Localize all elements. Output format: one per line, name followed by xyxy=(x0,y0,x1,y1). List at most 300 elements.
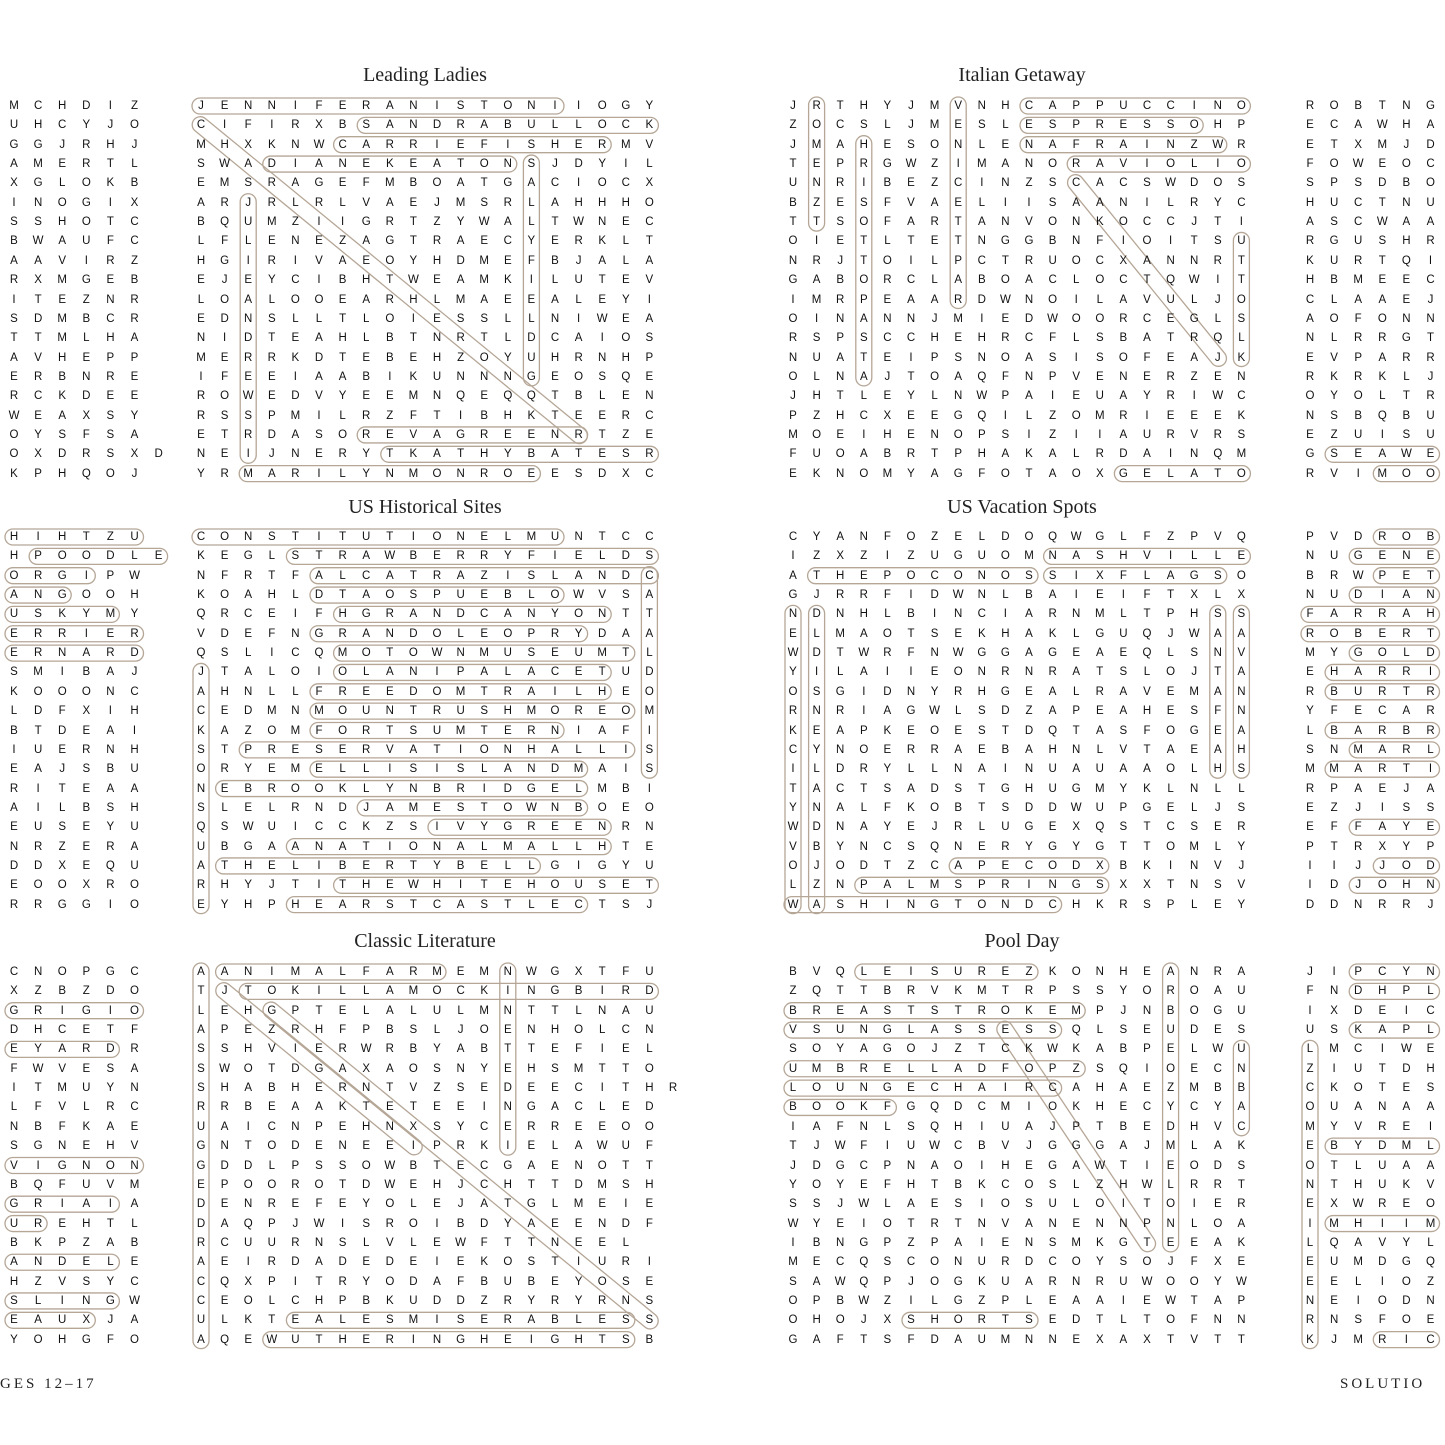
grid-letter: E xyxy=(220,1294,229,1307)
grid-letter: N xyxy=(977,235,986,248)
grid-letter: F xyxy=(244,119,252,132)
grid-letter: Q xyxy=(81,467,91,480)
grid-letter: O xyxy=(906,531,916,543)
grid-letter: N xyxy=(432,1333,442,1346)
grid-letter: E xyxy=(503,428,512,441)
grid-letter: R xyxy=(267,782,276,795)
grid-letter: E xyxy=(859,569,868,582)
grid-letter: U xyxy=(1166,1024,1175,1037)
grid-letter: P xyxy=(1143,1217,1151,1230)
grid-letter: C xyxy=(550,666,560,679)
grid-letter: M xyxy=(1000,1333,1011,1346)
grid-letter: S xyxy=(1213,235,1222,248)
grid-letter: R xyxy=(1378,1333,1387,1346)
grid-letter: C xyxy=(1142,312,1152,325)
grid-letter: N xyxy=(503,370,512,383)
grid-letter: B xyxy=(1330,1140,1338,1153)
grid-letter: I xyxy=(980,177,984,190)
grid-letter: B xyxy=(480,1275,489,1288)
grid-letter: A xyxy=(385,100,394,112)
grid-letter: P xyxy=(883,1159,892,1172)
grid-letter: T xyxy=(931,1178,939,1191)
grid-letter: U xyxy=(33,821,43,834)
grid-letter: I xyxy=(84,627,88,640)
grid-letter: B xyxy=(1025,589,1033,602)
grid-letter: K xyxy=(197,589,205,602)
grid-letter: I xyxy=(317,467,321,480)
grid-letter: R xyxy=(574,705,583,718)
grid-letter: O xyxy=(1401,158,1411,171)
grid-letter: B xyxy=(645,1333,654,1346)
grid-letter: P xyxy=(1330,782,1338,795)
grid-letter: A xyxy=(34,1314,42,1327)
grid-letter: I xyxy=(576,312,581,325)
grid-letter: U xyxy=(1354,1062,1363,1075)
grid-letter: R xyxy=(338,1082,347,1095)
grid-letter: D xyxy=(456,608,465,621)
grid-letter: L xyxy=(504,666,511,679)
grid-letter: O xyxy=(503,467,513,480)
grid-letter: A xyxy=(130,1062,139,1075)
grid-letter: O xyxy=(1000,467,1010,480)
grid-letter: L xyxy=(836,666,844,679)
grid-letter: C xyxy=(196,531,206,543)
grid-letter: S xyxy=(1306,743,1314,756)
grid-letter: E xyxy=(1354,705,1363,718)
grid-letter: O xyxy=(1401,531,1411,543)
grid-letter: E xyxy=(1306,1256,1314,1269)
grid-letter: I xyxy=(1428,666,1433,679)
grid-letter: T xyxy=(1167,589,1175,602)
grid-letter: H xyxy=(220,879,229,892)
grid-letter: O xyxy=(432,467,442,480)
grid-letter: A xyxy=(1378,448,1387,461)
grid-letter: E xyxy=(338,293,347,306)
grid-letter: M xyxy=(503,840,513,853)
grid-letter: T xyxy=(291,879,299,892)
grid-letter: E xyxy=(1166,351,1175,364)
grid-letter: L xyxy=(1427,1140,1434,1153)
grid-letter: M xyxy=(129,1178,140,1191)
grid-letter: O xyxy=(267,724,277,737)
grid-letter: I xyxy=(576,100,581,112)
grid-letter: B xyxy=(338,274,347,287)
grid-letter: E xyxy=(362,158,371,171)
grid-letter: V xyxy=(1143,685,1151,698)
grid-letter: E xyxy=(456,1159,465,1172)
grid-letter: R xyxy=(267,1198,276,1211)
grid-letter: R xyxy=(314,196,324,209)
grid-letter: E xyxy=(220,705,229,718)
grid-letter: T xyxy=(598,274,606,287)
grid-letter: L xyxy=(1096,1024,1103,1037)
grid-letter: A xyxy=(315,332,323,345)
grid-letter: S xyxy=(1330,448,1338,461)
grid-letter: A xyxy=(106,782,115,795)
grid-letter: U xyxy=(1237,1043,1246,1056)
grid-letter: Y xyxy=(930,685,939,698)
grid-letter: S xyxy=(1119,1024,1128,1037)
grid-letter: T xyxy=(598,1062,606,1075)
grid-letter: A xyxy=(836,801,845,814)
grid-letter: H xyxy=(1402,235,1411,248)
grid-letter: G xyxy=(835,685,845,698)
grid-letter: L xyxy=(480,840,488,853)
grid-letter: Z xyxy=(480,1294,488,1307)
grid-letter: I xyxy=(270,119,274,132)
grid-letter: I xyxy=(1380,589,1384,602)
grid-letter: Z xyxy=(34,1275,42,1288)
grid-letter: X xyxy=(1143,879,1151,892)
grid-letter: K xyxy=(977,627,986,640)
grid-letter: H xyxy=(58,100,67,112)
grid-letter: G xyxy=(1000,782,1010,795)
grid-letter: T xyxy=(409,569,417,582)
grid-letter: I xyxy=(980,1120,984,1133)
grid-letter: N xyxy=(1354,898,1363,911)
grid-letter: D xyxy=(621,569,630,582)
grid-letter: W xyxy=(787,821,799,834)
grid-letter: B xyxy=(1119,1043,1128,1056)
grid-letter: R xyxy=(33,1004,43,1017)
grid-letter: E xyxy=(551,370,559,383)
grid-letter: T xyxy=(622,1082,630,1095)
grid-letter: R xyxy=(1024,254,1034,267)
grid-letter: E xyxy=(1378,158,1387,171)
grid-letter: O xyxy=(788,312,798,325)
grid-letter: U xyxy=(1329,254,1339,267)
grid-letter: A xyxy=(812,898,821,911)
grid-letter: T xyxy=(645,235,653,248)
grid-letter: K xyxy=(385,1294,394,1307)
grid-letter: Y xyxy=(106,1275,115,1288)
grid-letter: L xyxy=(504,312,511,325)
grid-letter: W xyxy=(219,158,231,171)
grid-letter: S xyxy=(1119,1256,1128,1269)
grid-letter: N xyxy=(977,100,986,112)
grid-letter: Z xyxy=(622,428,630,441)
grid-letter: O xyxy=(408,1062,418,1075)
grid-letter: L xyxy=(551,274,559,287)
grid-letter: X xyxy=(82,705,91,718)
grid-letter: C xyxy=(432,898,442,911)
grid-letter: N xyxy=(291,1120,300,1133)
grid-letter: A xyxy=(1025,743,1033,756)
grid-letter: N xyxy=(1024,1236,1034,1249)
grid-letter: R xyxy=(1378,1120,1387,1133)
grid-letter: O xyxy=(9,428,19,441)
grid-letter: R xyxy=(1402,351,1411,364)
grid-letter: I xyxy=(108,705,112,718)
grid-letter: R xyxy=(1190,1178,1199,1191)
grid-letter: N xyxy=(385,467,394,480)
grid-letter: Y xyxy=(789,1178,797,1191)
grid-letter: H xyxy=(9,1275,19,1288)
grid-letter: R xyxy=(859,158,868,171)
grid-letter: C xyxy=(130,1275,139,1288)
grid-letter: R xyxy=(954,685,963,698)
grid-letter: E xyxy=(883,966,892,978)
grid-letter: V xyxy=(1190,428,1199,441)
grid-letter: N xyxy=(859,1120,868,1133)
grid-letter: D xyxy=(1329,898,1339,911)
grid-letter: R xyxy=(1305,100,1315,112)
grid-letter: W xyxy=(1188,627,1200,640)
grid-letter: W xyxy=(431,647,443,660)
grid-letter: G xyxy=(597,859,607,872)
grid-letter: A xyxy=(10,158,18,171)
puzzle-title-us-historical-sites: US Historical Sites xyxy=(348,496,502,518)
grid-letter: N xyxy=(503,743,512,756)
grid-letter: N xyxy=(33,966,43,978)
grid-letter: U xyxy=(1237,1004,1246,1017)
grid-letter: G xyxy=(1213,1004,1223,1017)
grid-letter: M xyxy=(1305,1120,1315,1133)
grid-letter: E xyxy=(574,666,583,679)
grid-letter: G xyxy=(361,608,371,621)
grid-letter: L xyxy=(884,235,891,248)
grid-letter: D xyxy=(1213,1159,1222,1172)
grid-letter: G xyxy=(1071,879,1081,892)
grid-letter: R xyxy=(550,1120,560,1133)
grid-letter: X xyxy=(130,448,139,461)
grid-letter: E xyxy=(1001,1236,1010,1249)
grid-letter: J xyxy=(292,1217,299,1230)
grid-letter: H xyxy=(977,332,986,345)
grid-letter: H xyxy=(130,705,139,718)
grid-letter: O xyxy=(57,550,67,563)
grid-letter: E xyxy=(1119,119,1128,132)
grid-letter: O xyxy=(574,608,584,621)
grid-letter: A xyxy=(598,254,607,267)
grid-letter: C xyxy=(859,1159,868,1172)
grid-letter: E xyxy=(244,627,253,640)
grid-letter: U xyxy=(1001,1275,1010,1288)
grid-letter: I xyxy=(108,196,112,209)
grid-letter: C xyxy=(480,1120,489,1133)
grid-letter: U xyxy=(1354,685,1363,698)
grid-letter: I xyxy=(36,801,40,814)
grid-letter: A xyxy=(433,1275,441,1288)
grid-letter: I xyxy=(435,763,439,776)
grid-letter: E xyxy=(409,351,418,364)
grid-letter: M xyxy=(1071,1236,1081,1249)
grid-letter: O xyxy=(503,627,513,640)
grid-letter: K xyxy=(1402,1178,1411,1191)
grid-letter: G xyxy=(57,898,67,911)
grid-letter: E xyxy=(859,1178,868,1191)
grid-letter: D xyxy=(456,254,465,267)
grid-letter: I xyxy=(12,1082,16,1095)
grid-letter: O xyxy=(1353,390,1363,403)
grid-letter: P xyxy=(291,1159,300,1172)
grid-letter: A xyxy=(1072,1159,1081,1172)
grid-letter: M xyxy=(33,666,43,679)
grid-letter: T xyxy=(409,705,417,718)
grid-letter: D xyxy=(1024,898,1034,911)
grid-letter: U xyxy=(196,1314,206,1327)
grid-letter: I xyxy=(791,1120,795,1133)
grid-letter: O xyxy=(1142,1256,1152,1269)
grid-letter: O xyxy=(361,1159,371,1172)
grid-letter: A xyxy=(1378,743,1387,756)
grid-letter: D xyxy=(432,1294,442,1307)
grid-letter: E xyxy=(1306,428,1314,441)
grid-letter: O xyxy=(1377,647,1387,660)
grid-letter: E xyxy=(154,550,163,563)
grid-letter: I xyxy=(435,821,439,834)
grid-letter: O xyxy=(977,898,987,911)
grid-letter: P xyxy=(1237,119,1246,132)
grid-letter: W xyxy=(1352,158,1364,171)
grid-letter: C xyxy=(130,685,139,698)
grid-letter: E xyxy=(82,1062,91,1075)
grid-letter: S xyxy=(10,666,18,679)
grid-letter: B xyxy=(1354,100,1363,112)
grid-letter: S xyxy=(409,589,418,602)
grid-letter: A xyxy=(338,254,347,267)
grid-letter: O xyxy=(835,859,845,872)
grid-letter: S xyxy=(645,743,654,756)
grid-letter: I xyxy=(108,1198,112,1211)
grid-letter: F xyxy=(362,966,370,978)
grid-letter: L xyxy=(244,235,252,248)
grid-letter: C xyxy=(503,235,512,248)
grid-letter: O xyxy=(1048,158,1058,171)
grid-letter: S xyxy=(1095,351,1104,364)
grid-letter: R xyxy=(385,216,394,229)
grid-letter: N xyxy=(1048,550,1057,563)
grid-letter: C xyxy=(1142,216,1152,229)
grid-letter: E xyxy=(1001,138,1010,151)
grid-letter: I xyxy=(435,1256,439,1269)
grid-letter: A xyxy=(106,666,115,679)
grid-letter: L xyxy=(1002,589,1009,602)
grid-letter: L xyxy=(598,1024,606,1037)
grid-letter: N xyxy=(314,1236,324,1249)
grid-letter: T xyxy=(1096,1120,1104,1133)
grid-letter: U xyxy=(58,1314,67,1327)
grid-letter: H xyxy=(1354,1217,1363,1230)
grid-letter: G xyxy=(953,1294,963,1307)
grid-letter: L xyxy=(1214,782,1221,795)
grid-letter: A xyxy=(1166,569,1175,582)
grid-letter: E xyxy=(385,1140,394,1153)
grid-letter: J xyxy=(790,1159,796,1172)
grid-letter: R xyxy=(1378,666,1387,679)
grid-letter: A xyxy=(503,608,512,621)
grid-letter: K xyxy=(1048,627,1057,640)
grid-letter: E xyxy=(267,370,276,383)
grid-letter: C xyxy=(883,332,892,345)
grid-letter: E xyxy=(645,1198,654,1211)
grid-letter: A xyxy=(1025,351,1033,364)
grid-letter: N xyxy=(788,351,798,364)
grid-letter: C xyxy=(33,390,43,403)
grid-letter: L xyxy=(551,119,559,132)
grid-letter: W xyxy=(384,550,396,563)
grid-letter: R xyxy=(480,467,489,480)
grid-letter: U xyxy=(267,1236,276,1249)
grid-letter: R xyxy=(362,743,371,756)
grid-letter: J xyxy=(860,1314,867,1327)
grid-letter: A xyxy=(836,531,845,543)
grid-letter: E xyxy=(267,859,276,872)
grid-letter: O xyxy=(1166,724,1176,737)
grid-letter: C xyxy=(621,119,630,132)
grid-letter: I xyxy=(1145,196,1149,209)
grid-letter: S xyxy=(1213,879,1222,892)
grid-letter: Z xyxy=(386,821,394,834)
grid-letter: A xyxy=(859,370,868,383)
grid-letter: G xyxy=(9,1004,19,1017)
grid-letter: N xyxy=(244,685,253,698)
grid-letter: B xyxy=(338,859,347,872)
grid-letter: B xyxy=(1119,1120,1128,1133)
grid-letter: L xyxy=(978,196,985,209)
grid-letter: K xyxy=(954,985,963,998)
grid-letter: O xyxy=(1142,985,1152,998)
grid-letter: D xyxy=(1001,531,1010,543)
grid-letter: G xyxy=(456,1333,466,1346)
grid-letter: O xyxy=(1000,1198,1010,1211)
grid-letter: F xyxy=(82,428,90,441)
grid-letter: B xyxy=(1306,569,1314,582)
grid-letter: D xyxy=(291,1256,300,1269)
grid-letter: Y xyxy=(456,216,465,229)
grid-letter: O xyxy=(859,467,869,480)
grid-letter: M xyxy=(479,1004,489,1017)
grid-letter: S xyxy=(1048,569,1057,582)
grid-letter: A xyxy=(291,1101,300,1114)
grid-letter: R xyxy=(362,409,371,422)
grid-letter: L xyxy=(1427,985,1434,998)
grid-letter: U xyxy=(1237,235,1246,248)
grid-letter: G xyxy=(882,1082,892,1095)
grid-letter: I xyxy=(1428,254,1433,267)
grid-letter: M xyxy=(788,428,798,441)
grid-letter: E xyxy=(220,782,229,795)
grid-letter: S xyxy=(409,763,418,776)
grid-letter: L xyxy=(268,685,275,698)
grid-letter: Y xyxy=(1306,705,1314,718)
grid-letter: R xyxy=(1378,898,1387,911)
grid-letter: T xyxy=(221,743,229,756)
grid-letter: P xyxy=(1354,966,1363,978)
grid-letter: U xyxy=(1095,763,1104,776)
grid-letter: N xyxy=(1095,966,1104,978)
grid-letter: I xyxy=(1098,428,1102,441)
grid-letter: J xyxy=(1427,293,1434,306)
grid-letter: W xyxy=(360,1043,372,1056)
grid-letter: Z xyxy=(339,235,347,248)
grid-letter: N xyxy=(550,801,560,814)
grid-letter: M xyxy=(408,801,419,814)
grid-letter: E xyxy=(1306,666,1314,679)
grid-letter: N xyxy=(58,647,67,660)
grid-letter: T xyxy=(954,235,962,248)
grid-letter: P xyxy=(789,409,797,422)
grid-letter: N xyxy=(409,666,418,679)
grid-letter: W xyxy=(8,409,20,422)
grid-letter: O xyxy=(906,1043,916,1056)
grid-letter: A xyxy=(1119,428,1128,441)
grid-letter: X xyxy=(58,859,67,872)
grid-letter: L xyxy=(1167,196,1174,209)
grid-letter: D xyxy=(574,1178,583,1191)
grid-letter: E xyxy=(338,1004,347,1017)
grid-letter: D xyxy=(106,550,115,563)
